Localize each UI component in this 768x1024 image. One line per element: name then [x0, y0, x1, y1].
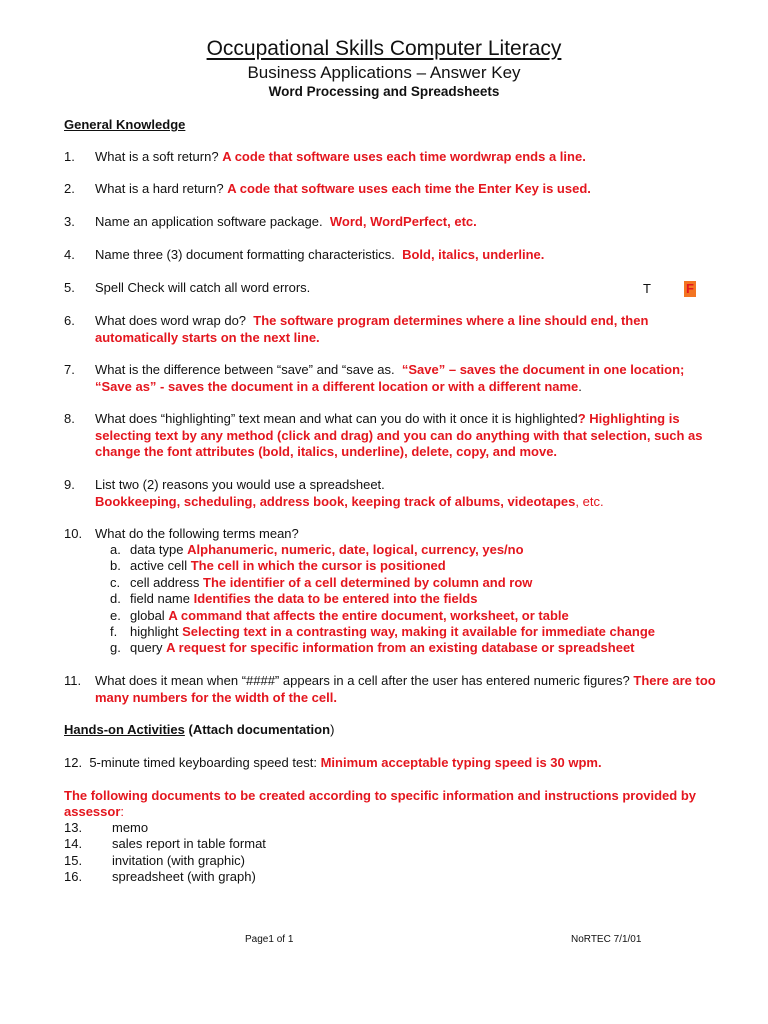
term-item — [110, 624, 730, 640]
question-number: 3. — [64, 214, 75, 229]
question-number: 5. — [64, 280, 75, 295]
question-9 — [64, 477, 724, 510]
section-heading-handson — [64, 722, 334, 738]
question-5 — [64, 280, 724, 297]
question-4 — [64, 247, 724, 264]
term-item — [110, 558, 730, 574]
documents-intro-colon: : — [120, 804, 125, 819]
term-name: cell address — [130, 575, 200, 590]
question-number: 8. — [64, 411, 75, 426]
answer-text: Word, WordPerfect, etc. — [329, 214, 477, 229]
term-letter: c. — [110, 575, 121, 590]
question-number: 11. — [64, 673, 82, 688]
document-item — [64, 820, 148, 837]
question-number: 2. — [64, 181, 75, 196]
question-number: 6. — [64, 313, 75, 328]
term-letter: b. — [110, 558, 121, 573]
term-name: query — [130, 640, 163, 655]
question-text: What is a hard return? — [95, 181, 224, 196]
question-text: 5-minute timed keyboarding speed test: — [89, 755, 317, 770]
document-label: invitation (with graphic) — [112, 853, 245, 868]
question-text: What is a soft return? — [95, 149, 219, 164]
term-name: field name — [130, 591, 190, 606]
document-number: 15. — [64, 853, 83, 868]
footer-code: NoRTEC 7/1/01 — [571, 934, 642, 945]
term-name: global — [130, 608, 165, 623]
answer-text: Bookkeeping, scheduling, address book, keeping track of albums, videotapes — [95, 493, 576, 509]
answer-text: Minimum acceptable typing speed is 30 wpm. — [320, 755, 602, 770]
answer-text: A code that software uses each time the Enter Key is used. — [227, 181, 591, 196]
term-name: highlight — [130, 624, 179, 639]
term-name: data type — [130, 542, 184, 557]
document-subtitle: Business Applications – Answer Key — [247, 63, 521, 82]
answer-text: The software program determines where a line should end, then automatically starts on the next line. — [95, 313, 649, 345]
question-number: 4. — [64, 247, 75, 262]
term-item — [110, 608, 730, 624]
term-letter: d. — [110, 591, 121, 606]
answer-text: A code that software uses each time wordwrap ends a line. — [222, 149, 586, 164]
term-definition: Identifies the data to be entered into the fields — [193, 591, 478, 606]
question-text: What does word wrap do? — [95, 313, 247, 328]
document-title: Occupational Skills Computer Literacy — [206, 37, 562, 60]
term-definition: A request for specific information from an existing database or spreadsheet — [166, 640, 635, 655]
term-definition: Selecting text in a contrasting way, making it available for immediate change — [182, 624, 656, 639]
document-item — [64, 836, 266, 853]
question-number: 12. — [64, 755, 83, 770]
answer-text: “Save” – saves the document in one location; “Save as” - saves the document in a different location or with a different name — [95, 362, 685, 394]
term-letter: f. — [110, 624, 118, 639]
term-definition: Alphanumeric, numeric, date, logical, currency, yes/no — [187, 542, 524, 557]
term-letter: a. — [110, 542, 121, 557]
answer-tail: . — [578, 378, 582, 394]
documents-intro — [64, 788, 704, 820]
handson-note: (Attach documentation — [188, 722, 331, 737]
document-number: 13. — [64, 820, 83, 835]
document-item — [64, 869, 256, 886]
page-number: Page1 of 1 — [245, 934, 294, 945]
term-item — [110, 640, 730, 656]
document-label: sales report in table format — [112, 836, 266, 851]
question-text: What does “highlighting” text mean and what can you do with it once it is highlighted — [95, 411, 578, 426]
question-number: 1. — [64, 149, 75, 164]
question-2 — [64, 181, 724, 198]
term-name: active cell — [130, 558, 188, 573]
answer-text: ? Highlighting is selecting text by any method (click and drag) and you can do anything with that selection, such as change the font attributes (bold, italics, underline), delete, copy, and move. — [95, 411, 703, 459]
term-letter: g. — [110, 640, 121, 655]
answer-tail: , etc. — [575, 493, 604, 509]
document-label: spreadsheet (with graph) — [112, 869, 256, 884]
question-1 — [64, 149, 724, 166]
document-topic: Word Processing and Spreadsheets — [268, 84, 500, 99]
section-heading-general: General Knowledge — [64, 117, 186, 132]
answer-text: There are too many numbers for the width of the cell. — [95, 673, 716, 705]
question-10 — [64, 526, 724, 543]
false-option-highlighted: F — [686, 281, 694, 296]
question-text: What is the difference between “save” and “save as. — [95, 362, 395, 377]
document-label: memo — [112, 820, 149, 835]
document-item — [64, 853, 245, 870]
document-number: 16. — [64, 869, 83, 884]
term-definition: A command that affects the entire document, worksheet, or table — [168, 608, 569, 623]
term-letter: e. — [110, 608, 121, 623]
question-number: 10. — [64, 526, 83, 541]
question-text: What do the following terms mean? — [95, 526, 299, 541]
answer-text: Bold, italics, underline. — [402, 247, 545, 262]
question-text: Name an application software package. — [95, 214, 323, 229]
question-number: 9. — [64, 477, 75, 492]
term-item — [110, 542, 730, 558]
question-3 — [64, 214, 724, 231]
question-number: 7. — [64, 362, 75, 377]
question-8 — [64, 411, 724, 461]
question-text: Name three (3) document formatting characteristics. — [95, 247, 395, 262]
question-7 — [64, 362, 724, 395]
term-item — [110, 575, 730, 591]
term-definition: The cell in which the cursor is positioned — [190, 558, 446, 573]
question-11 — [64, 673, 724, 706]
documents-intro-text: The following documents to be created according to specific information and instructions provided by assessor — [64, 788, 697, 819]
term-item — [110, 591, 730, 607]
term-definition: The identifier of a cell determined by column and row — [203, 575, 533, 590]
document-number: 14. — [64, 836, 83, 851]
question-12 — [64, 755, 602, 771]
true-option: T — [643, 281, 651, 296]
question-text: List two (2) reasons you would use a spreadsheet. — [95, 477, 385, 492]
handson-close: ) — [330, 722, 335, 737]
question-text: Spell Check will catch all word errors. — [95, 280, 311, 295]
question-text: What does it mean when “####” appears in a cell after the user has entered numeric figures? — [95, 673, 630, 688]
handson-title: Hands-on Activities — [64, 722, 185, 737]
question-6 — [64, 313, 724, 346]
